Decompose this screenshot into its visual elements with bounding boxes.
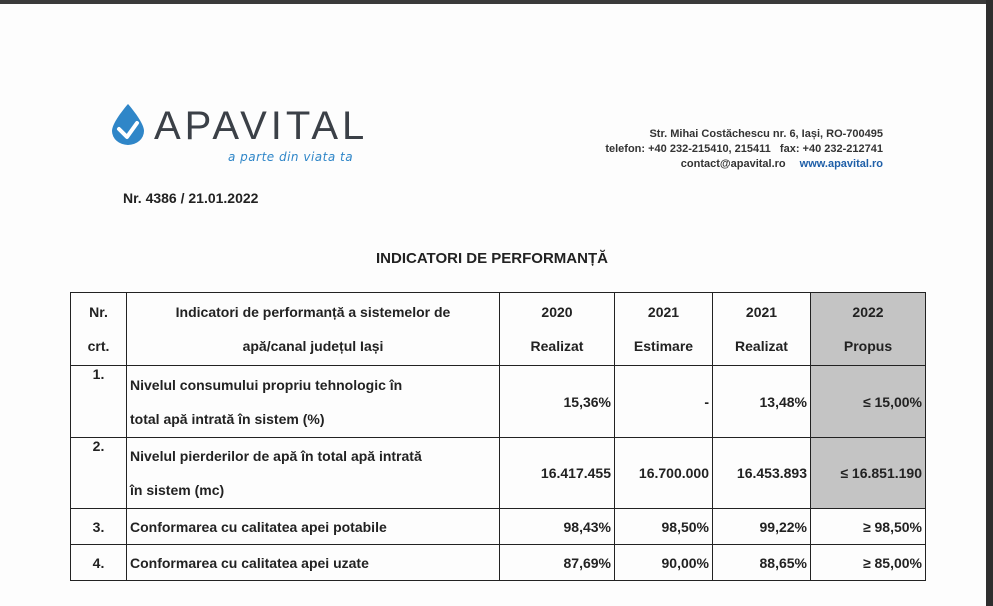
header-2022-label: Propus — [843, 338, 893, 354]
row-value-2020: 87,69% — [500, 545, 615, 581]
header-2021-realized — [713, 293, 811, 366]
table-header-row — [71, 293, 926, 366]
row-nr: 3. — [71, 509, 127, 545]
header-2020-year: 2020 — [541, 304, 573, 320]
header-2021e-year: 2021 — [647, 304, 680, 320]
row-value-2021e: - — [615, 366, 713, 438]
row-value-2022: ≥ 85,00% — [811, 545, 926, 581]
row-value-2021r: 88,65% — [713, 545, 811, 581]
row-indicator-line1: Nivelul consumului propriu tehnologic în — [130, 376, 403, 393]
contact-block — [548, 127, 883, 172]
header-2022-year: 2022 — [852, 304, 884, 320]
row-nr: 2. — [71, 438, 127, 509]
document-title: INDICATORI DE PERFORMANȚĂ — [376, 250, 608, 267]
row-value-2021e: 90,00% — [615, 545, 713, 581]
row-indicator-line2: total apă intrată în sistem (%) — [130, 410, 325, 427]
water-drop-icon — [108, 102, 148, 146]
row-value-2020: 15,36% — [500, 366, 615, 438]
contact-email[interactable]: contact@apavital.ro — [680, 158, 786, 170]
brand-tagline: a parte din viata ta — [228, 150, 354, 164]
header-indicator-line1: Indicatori de performanță a sistemelor de — [175, 304, 451, 320]
header-nr — [71, 293, 127, 366]
table-row — [71, 366, 926, 438]
contact-address: Str. Mihai Costăchescu nr. 6, Iași, RO-700495 — [649, 128, 883, 140]
row-indicator-line1: Nivelul pierderilor de apă în total apă intrată — [130, 448, 422, 464]
header-2020-label: Realizat — [530, 338, 584, 354]
header-indicator — [127, 293, 500, 366]
row-indicator: Conformarea cu calitatea apei uzate — [127, 545, 500, 581]
header-nr-line1: Nr. — [89, 304, 108, 320]
row-nr: 4. — [71, 545, 127, 581]
header-2021e-label: Estimare — [633, 338, 694, 354]
apavital-logo — [108, 102, 408, 172]
table-row — [71, 509, 926, 545]
header-indicator-line2: apă/canal județul Iași — [242, 338, 384, 354]
header-2021r-label: Realizat — [735, 338, 788, 354]
row-indicator: Conformarea cu calitatea apei potabile — [127, 509, 500, 545]
page-edge — [986, 0, 993, 606]
row-indicator — [127, 366, 500, 438]
table-row — [71, 438, 926, 509]
document-page — [0, 4, 986, 606]
contact-website[interactable]: www.apavital.ro — [799, 158, 883, 170]
row-value-2021r: 99,22% — [713, 509, 811, 545]
table-row — [71, 545, 926, 581]
row-value-2022: ≤ 16.851.190 — [811, 438, 926, 509]
row-value-2021r: 13,48% — [713, 366, 811, 438]
row-nr: 1. — [71, 366, 127, 438]
row-value-2021e: 98,50% — [615, 509, 713, 545]
row-value-2020: 16.417.455 — [500, 438, 615, 509]
row-value-2022: ≤ 15,00% — [811, 366, 926, 438]
row-value-2020: 98,43% — [500, 509, 615, 545]
contact-phone: telefon: +40 232-215410, 215411 fax: +40 232-212741 — [605, 143, 883, 155]
header-2021r-year: 2021 — [745, 304, 778, 320]
performance-table — [70, 292, 926, 581]
row-value-2022: ≥ 98,50% — [811, 509, 926, 545]
header-nr-line2: crt. — [87, 338, 110, 354]
header-2020 — [500, 293, 615, 366]
header-2022 — [811, 293, 926, 366]
contact-email-web — [548, 157, 883, 172]
document-number: Nr. 4386 / 21.01.2022 — [123, 190, 259, 206]
brand-name: APAVITAL — [154, 104, 369, 148]
row-indicator-line2: în sistem (mc) — [130, 482, 225, 498]
row-value-2021e: 16.700.000 — [615, 438, 713, 509]
row-indicator — [127, 438, 500, 509]
header-2021-estimate — [615, 293, 713, 366]
row-value-2021r: 16.453.893 — [713, 438, 811, 509]
